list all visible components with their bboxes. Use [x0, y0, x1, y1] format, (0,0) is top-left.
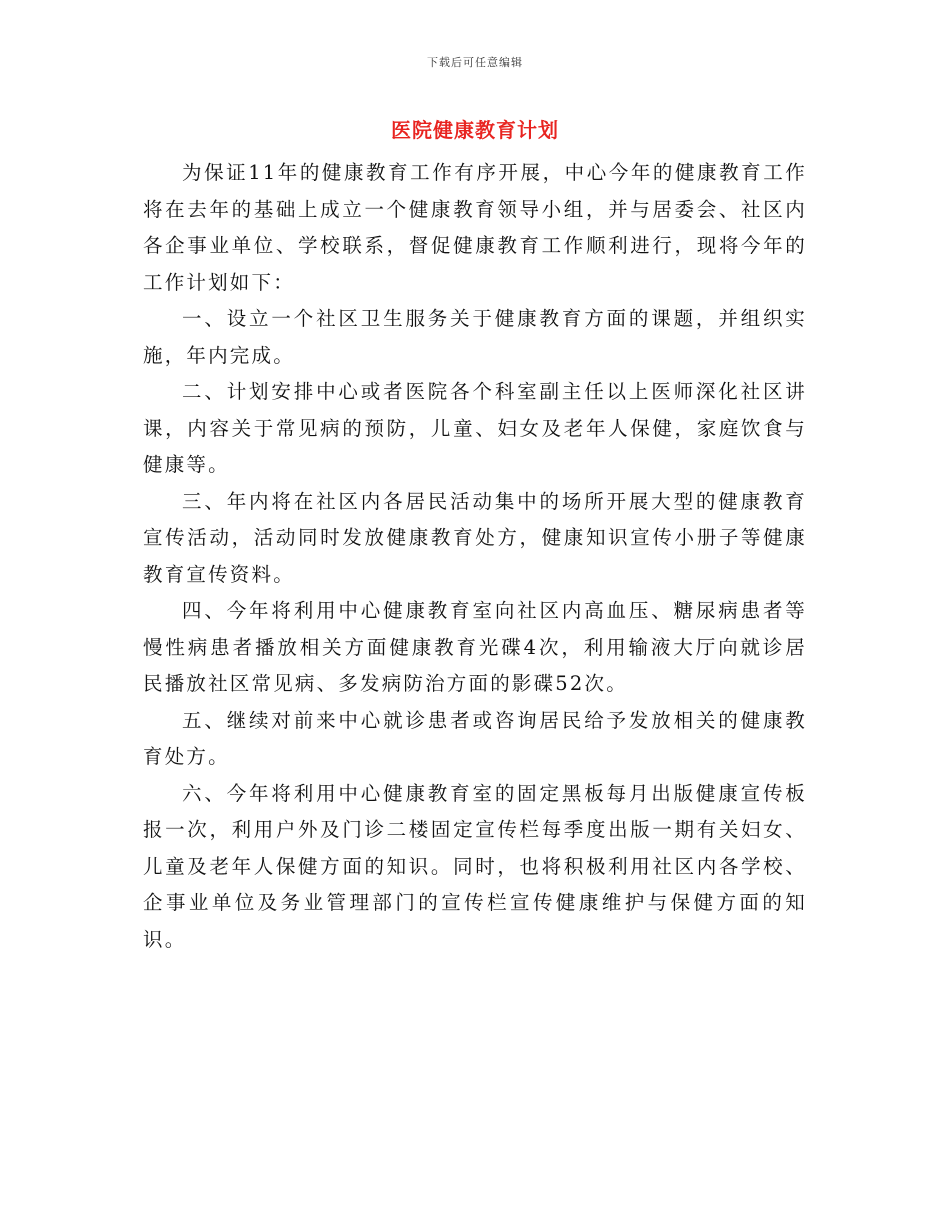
paragraph-item-5: 五、继续对前来中心就诊患者或咨询居民给予发放相关的健康教育处方。: [143, 708, 807, 768]
header-note: 下载后可任意编辑: [427, 56, 523, 69]
paragraph-item-2: 二、计划安排中心或者医院各个科室副主任以上医师深化社区讲课，内容关于常见病的预防，儿童、妇女及老年人保健，家庭饮食与健康等。: [143, 380, 807, 476]
paragraph-item-1: 一、设立一个社区卫生服务关于健康教育方面的课题，并组织实施，年内完成。: [143, 307, 807, 367]
paragraph-item-6: 六、今年将利用中心健康教育室的固定黑板每月出版健康宣传板报一次，利用户外及门诊二楼固定宣传栏每季度出版一期有关妇女、儿童及老年人保健方面的知识。同时，也将积极利用社区内各学校、企事业单位及务业管理部门的宣传栏宣传健康维护与保健方面的知识。: [143, 781, 807, 951]
document-body: [143, 155, 807, 958]
paragraph-item-4: 四、今年将利用中心健康教育室向社区内高血压、糖尿病患者等慢性病患者播放相关方面健康教育光碟4次，利用输液大厅向就诊居民播放社区常见病、多发病防治方面的影碟52次。: [143, 599, 807, 695]
paragraph-intro: 为保证11年的健康教育工作有序开展，中心今年的健康教育工作将在去年的基础上成立一个健康教育领导小组，并与居委会、社区内各企事业单位、学校联系，督促健康教育工作顺利进行，现将今年的工作计划如下：: [143, 161, 807, 294]
document-title: 医院健康教育计划: [391, 118, 559, 142]
paragraph-item-3: 三、年内将在社区内各居民活动集中的场所开展大型的健康教育宣传活动，活动同时发放健康教育处方，健康知识宣传小册子等健康教育宣传资料。: [143, 489, 807, 586]
